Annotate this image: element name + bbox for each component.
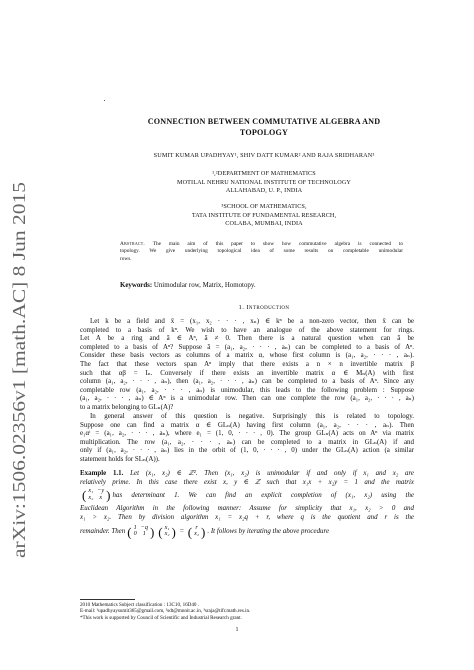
- matrix-entry: r: [195, 523, 198, 531]
- text-line: multiplication. The row (a₁, a₂, · · · , aₙ) can be completed to a matrix in GLₙ(A) if and: [80, 437, 414, 446]
- page-number: 1: [235, 627, 239, 633]
- matrix: ( 1 −q 0 1 ): [127, 523, 155, 539]
- keywords-text: Unimodular row, Matrix, Homotopy.: [152, 282, 256, 289]
- authors: SUMIT KUMAR UPADHYAY¹, SHIV DATT KUMAR² AND RAJA SRIDHARAN³: [153, 152, 375, 159]
- keywords-label: Keywords:: [120, 282, 153, 289]
- title-line: TOPOLOGY: [239, 128, 289, 137]
- matrix-entry: 0: [133, 530, 137, 538]
- text-line: completed to a basis of kⁿ. We wish to have an analogue of the above statement for rings.: [80, 325, 414, 334]
- abstract: [120, 241, 403, 263]
- affiliation-line: MOTILAL NEHRU NATIONAL INSTITUTE OF TECHNOLOGY: [177, 178, 351, 186]
- matrix-entry: x₁: [164, 523, 170, 531]
- text-line: x₁ > x₂. Then by division algorithm x₁ = x₂q + r, where q is the quotient and r is the: [80, 512, 414, 521]
- text-line: completed to a basis of Aⁿ? Suppose ā = (a₁, a₂, · · · , aₙ) can be completed to a basis of Aⁿ.: [80, 342, 414, 351]
- matrix: ( r x₂ ): [187, 523, 206, 539]
- affiliation-block: [94, 203, 434, 229]
- text-line: Euclidean Algorithm in the following manner: Assume for simplicity that x₁, x₂ > 0 and: [80, 504, 414, 513]
- paragraph-2: [80, 412, 414, 464]
- text-line: column (a₁, a₂, · · · , aₙ), then (a₁, a₂, · · · , aₙ) can be completed to a basis of Aⁿ. Since any: [80, 377, 414, 386]
- matrix-entry: −q: [140, 523, 148, 531]
- text-line: Let k be a field and x̄ = (x₁, x₂ · · · , xₙ) ∈ kⁿ be a non-zero vector, then x̄ can be: [90, 317, 414, 325]
- affiliation-line: ¹,²DEPARTMENT OF MATHEMATICS: [212, 170, 316, 177]
- footnote-rule: [80, 599, 135, 600]
- matrix-line: [80, 486, 414, 504]
- matrix-entry: x₂: [164, 530, 170, 538]
- text-line: In general answer of this question is negative. Surprisingly this is related to topology.: [90, 412, 414, 420]
- example-1-1: [80, 469, 414, 541]
- text-line: Let (x₁, x₂) ∈ ℤ². Then (x₁, x₂) is unimodular if and only if x₁ and x₂ are: [123, 469, 414, 477]
- text-line: . It follows by iterating the above procedure: [207, 527, 330, 536]
- footnotes: [80, 602, 420, 621]
- matrix-entry: x₂: [88, 494, 94, 502]
- footnote-line: *This work is supported by Council of Scientific and Industrial Research grant.: [80, 614, 242, 621]
- footnote-line: E-mail: ¹upadhyaysumit365@gmail.com, ²sdt@mnnit.ac.in, ³sraja@tifr.math.res.in.: [80, 608, 251, 615]
- affiliation-line: TATA INSTITUTE OF FUNDAMENTAL RESEARCH,: [191, 211, 337, 219]
- text-line: Let A be a ring and ā ∈ Aⁿ, ā ≠ 0. Then there is a natural question when can ā be: [80, 334, 414, 343]
- text-line: such that αβ = Iₙ. Conversely if there exists an invertible matrix α ∈ Mₙ(A) with first: [80, 368, 414, 377]
- matrix: ( x₁ −y x₂ x ): [82, 487, 111, 503]
- text-line: (a₁, a₂, · · · , aₙ) ∈ Aⁿ is a unimodular row. Then can one complete the row (a₁, a₂, · · · , aₙ): [80, 394, 414, 403]
- footnote-line: 2010 Mathematics Subject classification : 13C10, 16D40 .: [80, 602, 199, 608]
- abstract-label: Abstract.: [120, 241, 145, 247]
- intro-paragraph: [80, 317, 414, 412]
- text-line: The fact that these vectors span Aⁿ imply that there exists a n × n invertible matrix β: [80, 359, 414, 368]
- matrix: ( x₁ x₂ ): [158, 523, 176, 539]
- abstract-line: topology. We give underlying topological idea of some results on completable unimodular: [120, 248, 403, 255]
- text-line: Suppose one can find a matrix α ∈ GLₙ(A) having first column (a₁, a₂, · · · , aₙ). Then: [80, 420, 414, 429]
- text-line: e₁αᵗ = (a₁, a₂, · · · , aₙ), where e₁ = (1, 0, · · · , 0). The group GLₙ(A) acts on Aⁿ via matrix: [80, 429, 414, 438]
- abstract-line: rows.: [120, 255, 132, 262]
- arxiv-stamp: [4, 180, 34, 560]
- matrix-entry: 1: [142, 530, 146, 538]
- abstract-line: The main aim of this paper to show how commutative algebra is connected to: [144, 241, 403, 247]
- matrix-entry: x₁: [88, 487, 94, 495]
- equals-sign: =: [179, 527, 184, 536]
- paper-title: [94, 116, 434, 138]
- matrix-equation-line: [80, 521, 414, 541]
- text-line: to a matrix belonging to GLₙ(A)?: [80, 402, 174, 411]
- text-line: relatively prime. In this case there exist x, y ∈ ℤ such that x₁x + x₂y = 1 and the matrix: [80, 477, 414, 486]
- example-label: Example 1.1.: [80, 469, 124, 477]
- text-line: completable row (a₁, a₂, · · · , aₙ) is unimodular, this leads to the following problem : Suppose: [80, 385, 414, 394]
- text-line: remainder. Then: [80, 527, 126, 536]
- affiliation-line: ALLAHABAD, U. P., INDIA: [225, 187, 303, 195]
- affiliation-line: COLABA, MUMBAI, INDIA: [225, 220, 303, 228]
- section-heading: 1. Introduction: [238, 304, 290, 311]
- matrix-entry: −y: [97, 487, 105, 495]
- affiliation-block: [94, 170, 434, 196]
- text-line: has determinant 1. We can find an explicit completion of (x₁, x₂) using the: [112, 490, 414, 499]
- arxiv-stamp-text: arXiv:1506.02356v1 [math.AC] 8 Jun 2015: [9, 250, 29, 558]
- page-speck: [104, 100, 105, 101]
- matrix-entry: 1: [133, 523, 137, 531]
- keywords: [120, 282, 256, 289]
- affiliation-line: ³SCHOOL OF MATHEMATICS,: [221, 203, 307, 210]
- text-line: statement holds for SLₙ(A)).: [80, 454, 160, 463]
- title-line: CONNECTION BETWEEN COMMUTATIVE ALGEBRA AND: [147, 117, 381, 126]
- matrix-entry: x: [99, 494, 103, 502]
- text-line: Consider these basis vectors as columns of a matrix α, whose first column is (a₁, a₂, · · · , aₙ).: [80, 351, 414, 360]
- text-line: only if (a₁, a₂, · · · , aₙ) lies in the orbit of (1, 0, · · · , 0) under the GLₙ(A) action (a similar: [80, 446, 414, 455]
- matrix-entry: x₂: [194, 530, 200, 538]
